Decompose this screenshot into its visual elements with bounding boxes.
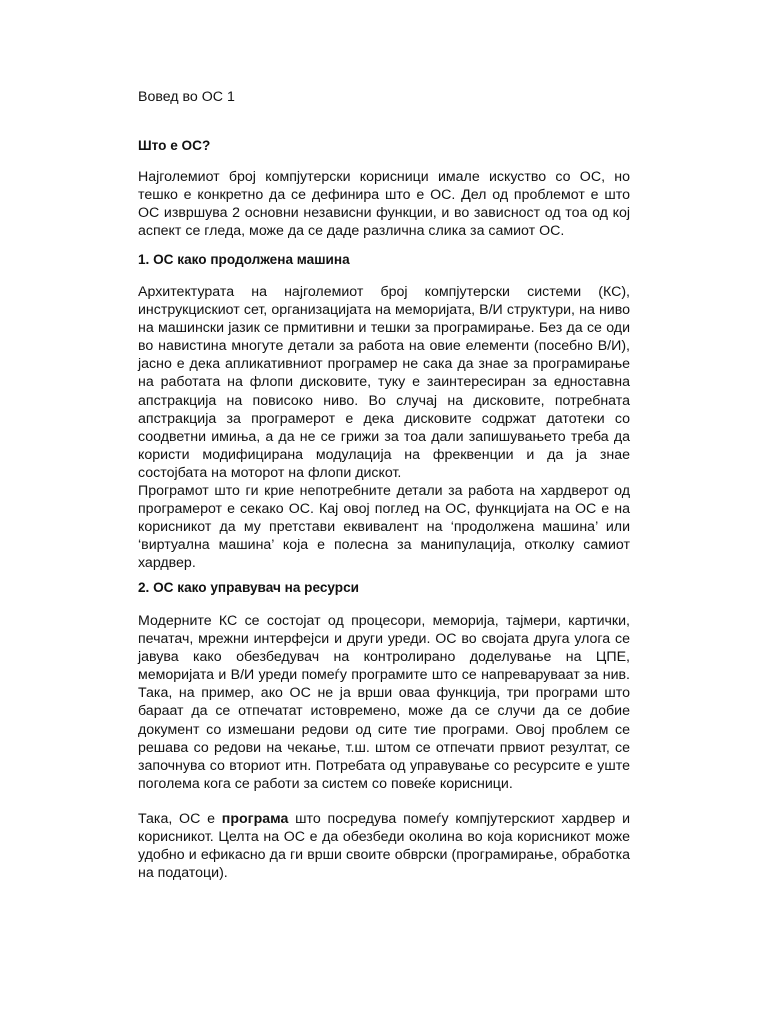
- section1-paragraph-2: Програмот што ги крие непотребните детали за работа на хардверот од програмерот е секако ОС. Кај овој поглед на ОС, функцијата на ОС е на корисникот да му претстави еквивалент на ‘продолжена машина’ или ‘виртуална машина’ која е полесна за манипулација, отколку самиот хардвер.: [138, 483, 630, 572]
- document-page: [138, 0, 630, 1024]
- conclusion-prefix: Така, ОС е: [138, 811, 222, 827]
- section1-heading: 1. ОС како продолжена машина: [138, 252, 350, 267]
- intro-paragraph: Најголемиот број компјутерски корисници имале искуство со ОС, но тешко е конкретно да се дефинира што е ОС. Дел од проблемот е што ОС извршува 2 основни независни функции, и во зависност од тоа од кој аспект се гледа, може да се даде различна слика за самиот ОС.: [138, 169, 630, 240]
- conclusion-bold-word: програма: [221, 811, 289, 827]
- section2-heading: 2. ОС како управувач на ресурси: [138, 580, 360, 595]
- conclusion-suffix: што посредува помеѓу компјутерскиот хардвер и корисникот. Целта на ОС е да обезбеди околина во која корисникот може удобно и ефикасно да ги врши своите обврски (програмирање, обработка на податоци).: [138, 811, 630, 882]
- section1-paragraph-1: Архитектурата на најголемиот број компјутерски системи (КС), инструкцискиот сет, организацијата на меморијата, В/И структури, на ниво на машински јазик се прмитивни и тешки за програмирање. Без да се оди во навистина многуте детали за работа на овие елементи (посебно В/И), јасно е дека апликативниот програмер не сака да знае за програмирање на работата на флопи дисковите, туку е заинтересиран за едноставна апстракција на повисоко ниво. Во случај на дисковите, потребната апстракција за програмерот е дека дисковите содржат датотеки со соодветни имиња, а да не се грижи за тоа дали запишувањето треба да користи модифицирана модулација на фреквенции и да ја знае состојбата на моторот на флопи дискот.: [138, 284, 630, 481]
- section2-paragraph: Модерните КС се состојат од процесори, меморија, тајмери, картички, печатач, мрежни интерфејси и други уреди. ОС во својата друга улога се јавува како обезбедувач на контролирано доделување на ЦПЕ, меморијата и В/И уреди помеѓу програмите што се напреваруваат за нив. Така, на пример, ако ОС не ја врши оваа функција, три програми што бараат да се отпечатат истовремено, може да се случи да се добие документ со измешани редови од сите тие програми. Овој проблем се решава со редови на чекање, т.ш. штом се отпечати првиот резултат, се започнува со вториот итн. Потребата од управување со ресурсите е уште поголема кога се работи за систем со повеќе корисници.: [138, 613, 630, 792]
- conclusion-paragraph: [138, 810, 630, 882]
- document-title: Вовед во ОС 1: [138, 89, 235, 105]
- what-is-os-heading: Што е ОС?: [138, 138, 211, 153]
